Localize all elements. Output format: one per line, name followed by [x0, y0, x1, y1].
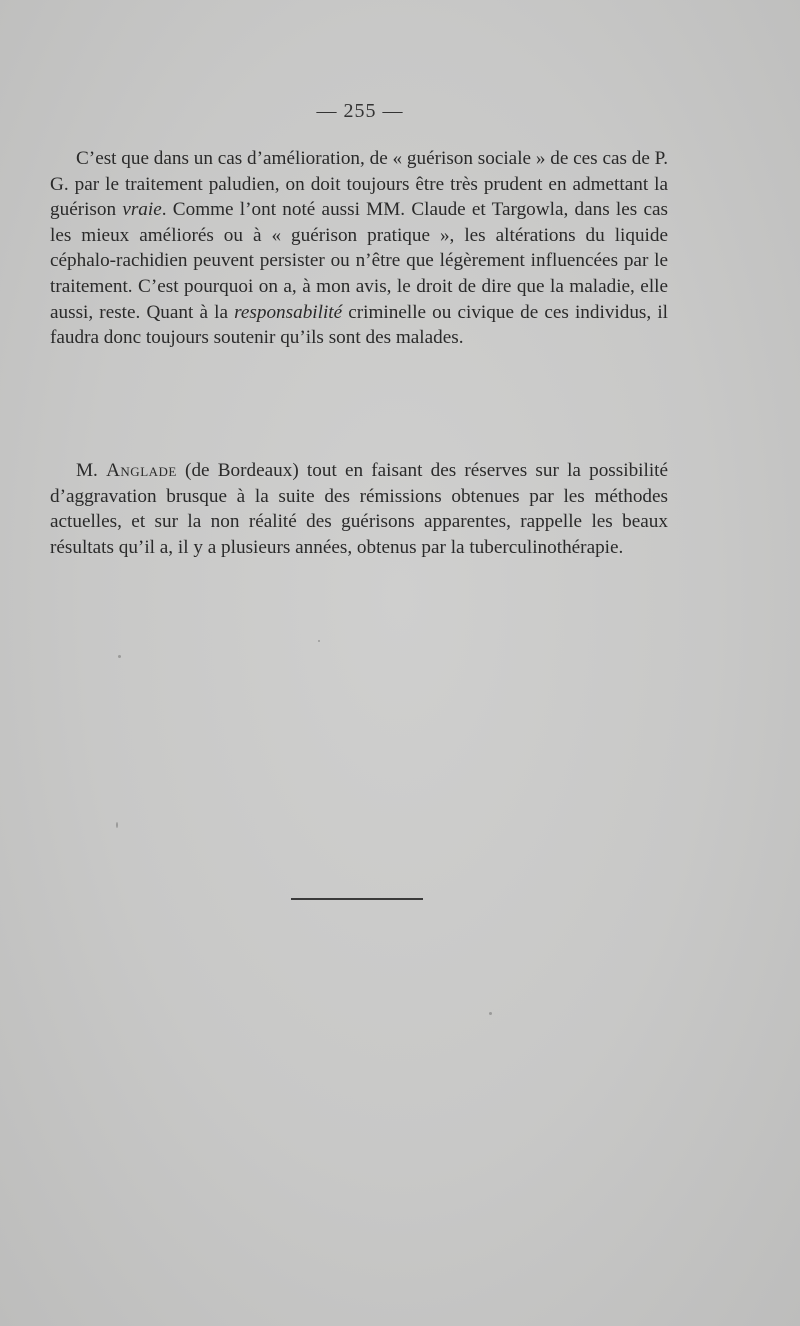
paper-speck — [116, 822, 118, 828]
paper-speck — [318, 640, 320, 642]
paper-speck — [118, 655, 121, 658]
paragraph-1-text-b: . Comme l’ont noté aussi MM. Claude et Targowla, dans les cas les mieux améliorés ou à « guérison pratique », les altérations du liquide céphalo-rachidien peuvent persister ou n’être que légèrement influencées par le traitement. C’est pourquoi on a, à mon avis, le droit de dire que la maladie, elle aussi, reste. Quant à la — [50, 199, 668, 323]
end-rule — [291, 898, 423, 900]
paragraph-1-text-c: criminelle ou civique de ces individus, il faudra donc toujours soutenir qu’ils sont des malades. — [50, 301, 668, 349]
paragraph-2 — [50, 458, 668, 560]
paragraph-2-prefix: M. — [76, 460, 107, 481]
paragraph-1-text-a: C’est que dans un cas d’amélioration, de « guérison sociale » de ces cas de P. G. par le traitement paludien, on doit toujours être très prudent en admettant la guérison — [50, 148, 668, 221]
italic-word-vraie: vraie — [122, 199, 162, 221]
paragraph-2-text: (de Bordeaux) tout en faisant des réserves sur la possibilité d’aggravation brusque à la suite des rémissions obtenues par les méthodes actuelles, et sur la non réalité des guérisons apparentes, rappelle les beaux résultats qu’il a, il y a plusieurs années, obtenus par la tuberculinothérapie. — [50, 460, 668, 558]
paper-speck — [489, 1012, 492, 1015]
paragraph-1 — [50, 146, 668, 351]
page-number: — 255 — — [316, 100, 404, 122]
author-name: Anglade — [106, 460, 177, 481]
italic-word-responsabilite: responsabilité — [234, 301, 343, 323]
